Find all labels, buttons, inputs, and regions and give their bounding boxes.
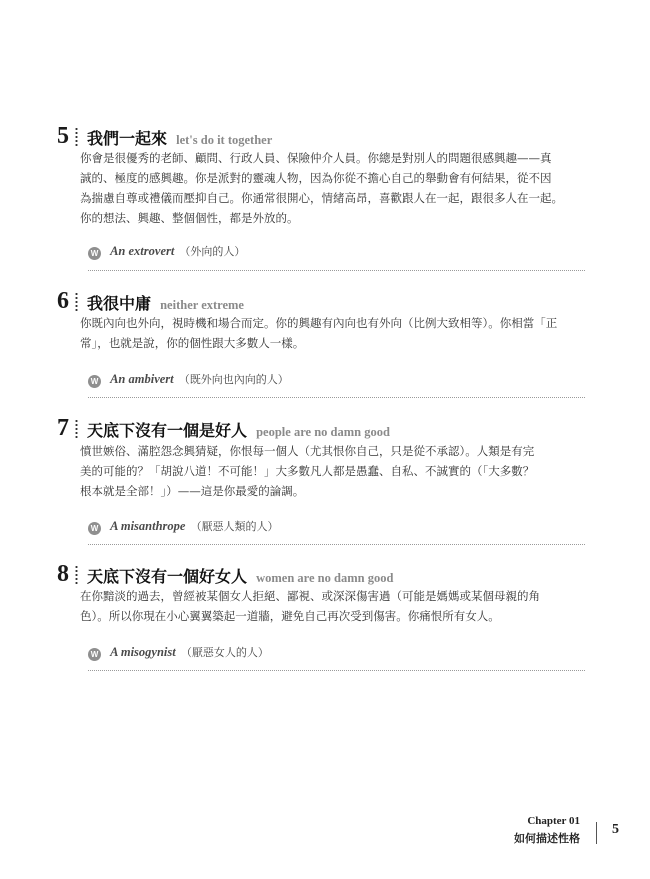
entry-title [87,291,244,314]
entry-number: 7 [57,415,69,441]
entry-title [87,418,390,441]
vocabulary-word: A misogynist [110,645,176,659]
vocabulary-line [88,515,279,535]
body-line: 美的可能的？「胡說八道！不可能！」大多數凡人都是愚蠢、自私、不誠實的（「大多數？ [80,464,535,478]
dotted-divider-icon [75,127,78,147]
vocabulary-word: An extrovert [110,244,175,258]
entry-title [87,564,393,587]
entry-title-en: people are no damn good [256,425,390,439]
entry-title-en: neither extreme [160,298,244,312]
vocabulary-gloss: （厭惡人類的人） [190,520,279,533]
vocabulary-line [88,641,269,661]
body-line: 為揣慮自尊或禮儀而壓抑自己。你通常很開心，情緒高昂，喜歡跟人在一起，跟很多人在一起。 [80,191,563,205]
vocabulary-line [88,368,289,388]
entry-body [80,313,590,353]
entry-title-zh: 我很中庸 [87,294,152,313]
vocabulary-gloss: （既外向也內向的人） [178,373,289,386]
entry-title-zh: 我們一起來 [87,129,168,148]
entry-number: 5 [57,123,69,149]
word-icon: W [88,522,101,535]
vocabulary-word: A misanthrope [110,519,186,533]
entry-title-en: women are no damn good [256,571,394,585]
entry-body [80,441,590,501]
body-line: 誠的、極度的感興趣。你是派對的靈魂人物，因為你從不擔心自己的舉動會有何結果，從不因 [80,171,552,185]
body-line: 色）。所以你現在小心翼翼築起一道牆，避免自己再次受到傷害。你痛恨所有女人。 [80,609,500,623]
body-line: 你既內向也外向，視時機和場合而定。你的興趣有內向也有外向（比例大致相等）。你相當「正 [80,316,558,330]
entry-number: 8 [57,561,69,587]
entry-title [87,126,272,149]
body-line: 常」，也就是說，你的個性跟大多數人一樣。 [80,336,305,350]
page-number: 5 [612,822,619,837]
footer-chapter-title: 如何描述性格 [514,832,580,845]
vocabulary-gloss: （厭惡女人的人） [180,646,269,659]
body-line: 你的想法、興趣、整個個性，都是外放的。 [80,211,299,225]
body-line: 你會是很優秀的老師、顧問、行政人員、保險仲介人員。你總是對別人的問題很感興趣——真 [80,151,552,165]
dotted-divider-icon [75,419,78,439]
dotted-divider-icon [75,565,78,585]
word-icon: W [88,375,101,388]
body-line: 根本就是全部！」）——這是你最愛的論調。 [80,484,305,498]
dotted-divider-icon [75,292,78,312]
vocabulary-gloss: （外向的人） [179,245,246,258]
dotted-separator [88,270,585,271]
entry-title-zh: 天底下沒有一個是好人 [87,421,248,440]
body-line: 在你黯淡的過去，曾經被某個女人拒絕、鄙視、或深深傷害過（可能是媽媽或某個母親的角 [80,589,540,603]
entry-body [80,148,590,228]
vocabulary-word: An ambivert [110,372,174,386]
word-icon: W [88,648,101,661]
footer-chapter: Chapter 01 [527,815,580,827]
word-icon: W [88,247,101,260]
entry-number: 6 [57,288,69,314]
entry-body [80,586,590,626]
footer-divider [596,822,597,844]
entry-title-zh: 天底下沒有一個好女人 [87,567,248,586]
dotted-separator [88,670,585,671]
dotted-separator [88,397,585,398]
body-line: 憤世嫉俗、滿腔怨念興猜疑，你恨每一個人（尤其恨你自己，只是從不承認）。人類是有完 [80,444,535,458]
entry-title-en: let's do it together [176,133,273,147]
dotted-separator [88,544,585,545]
vocabulary-line [88,240,245,260]
